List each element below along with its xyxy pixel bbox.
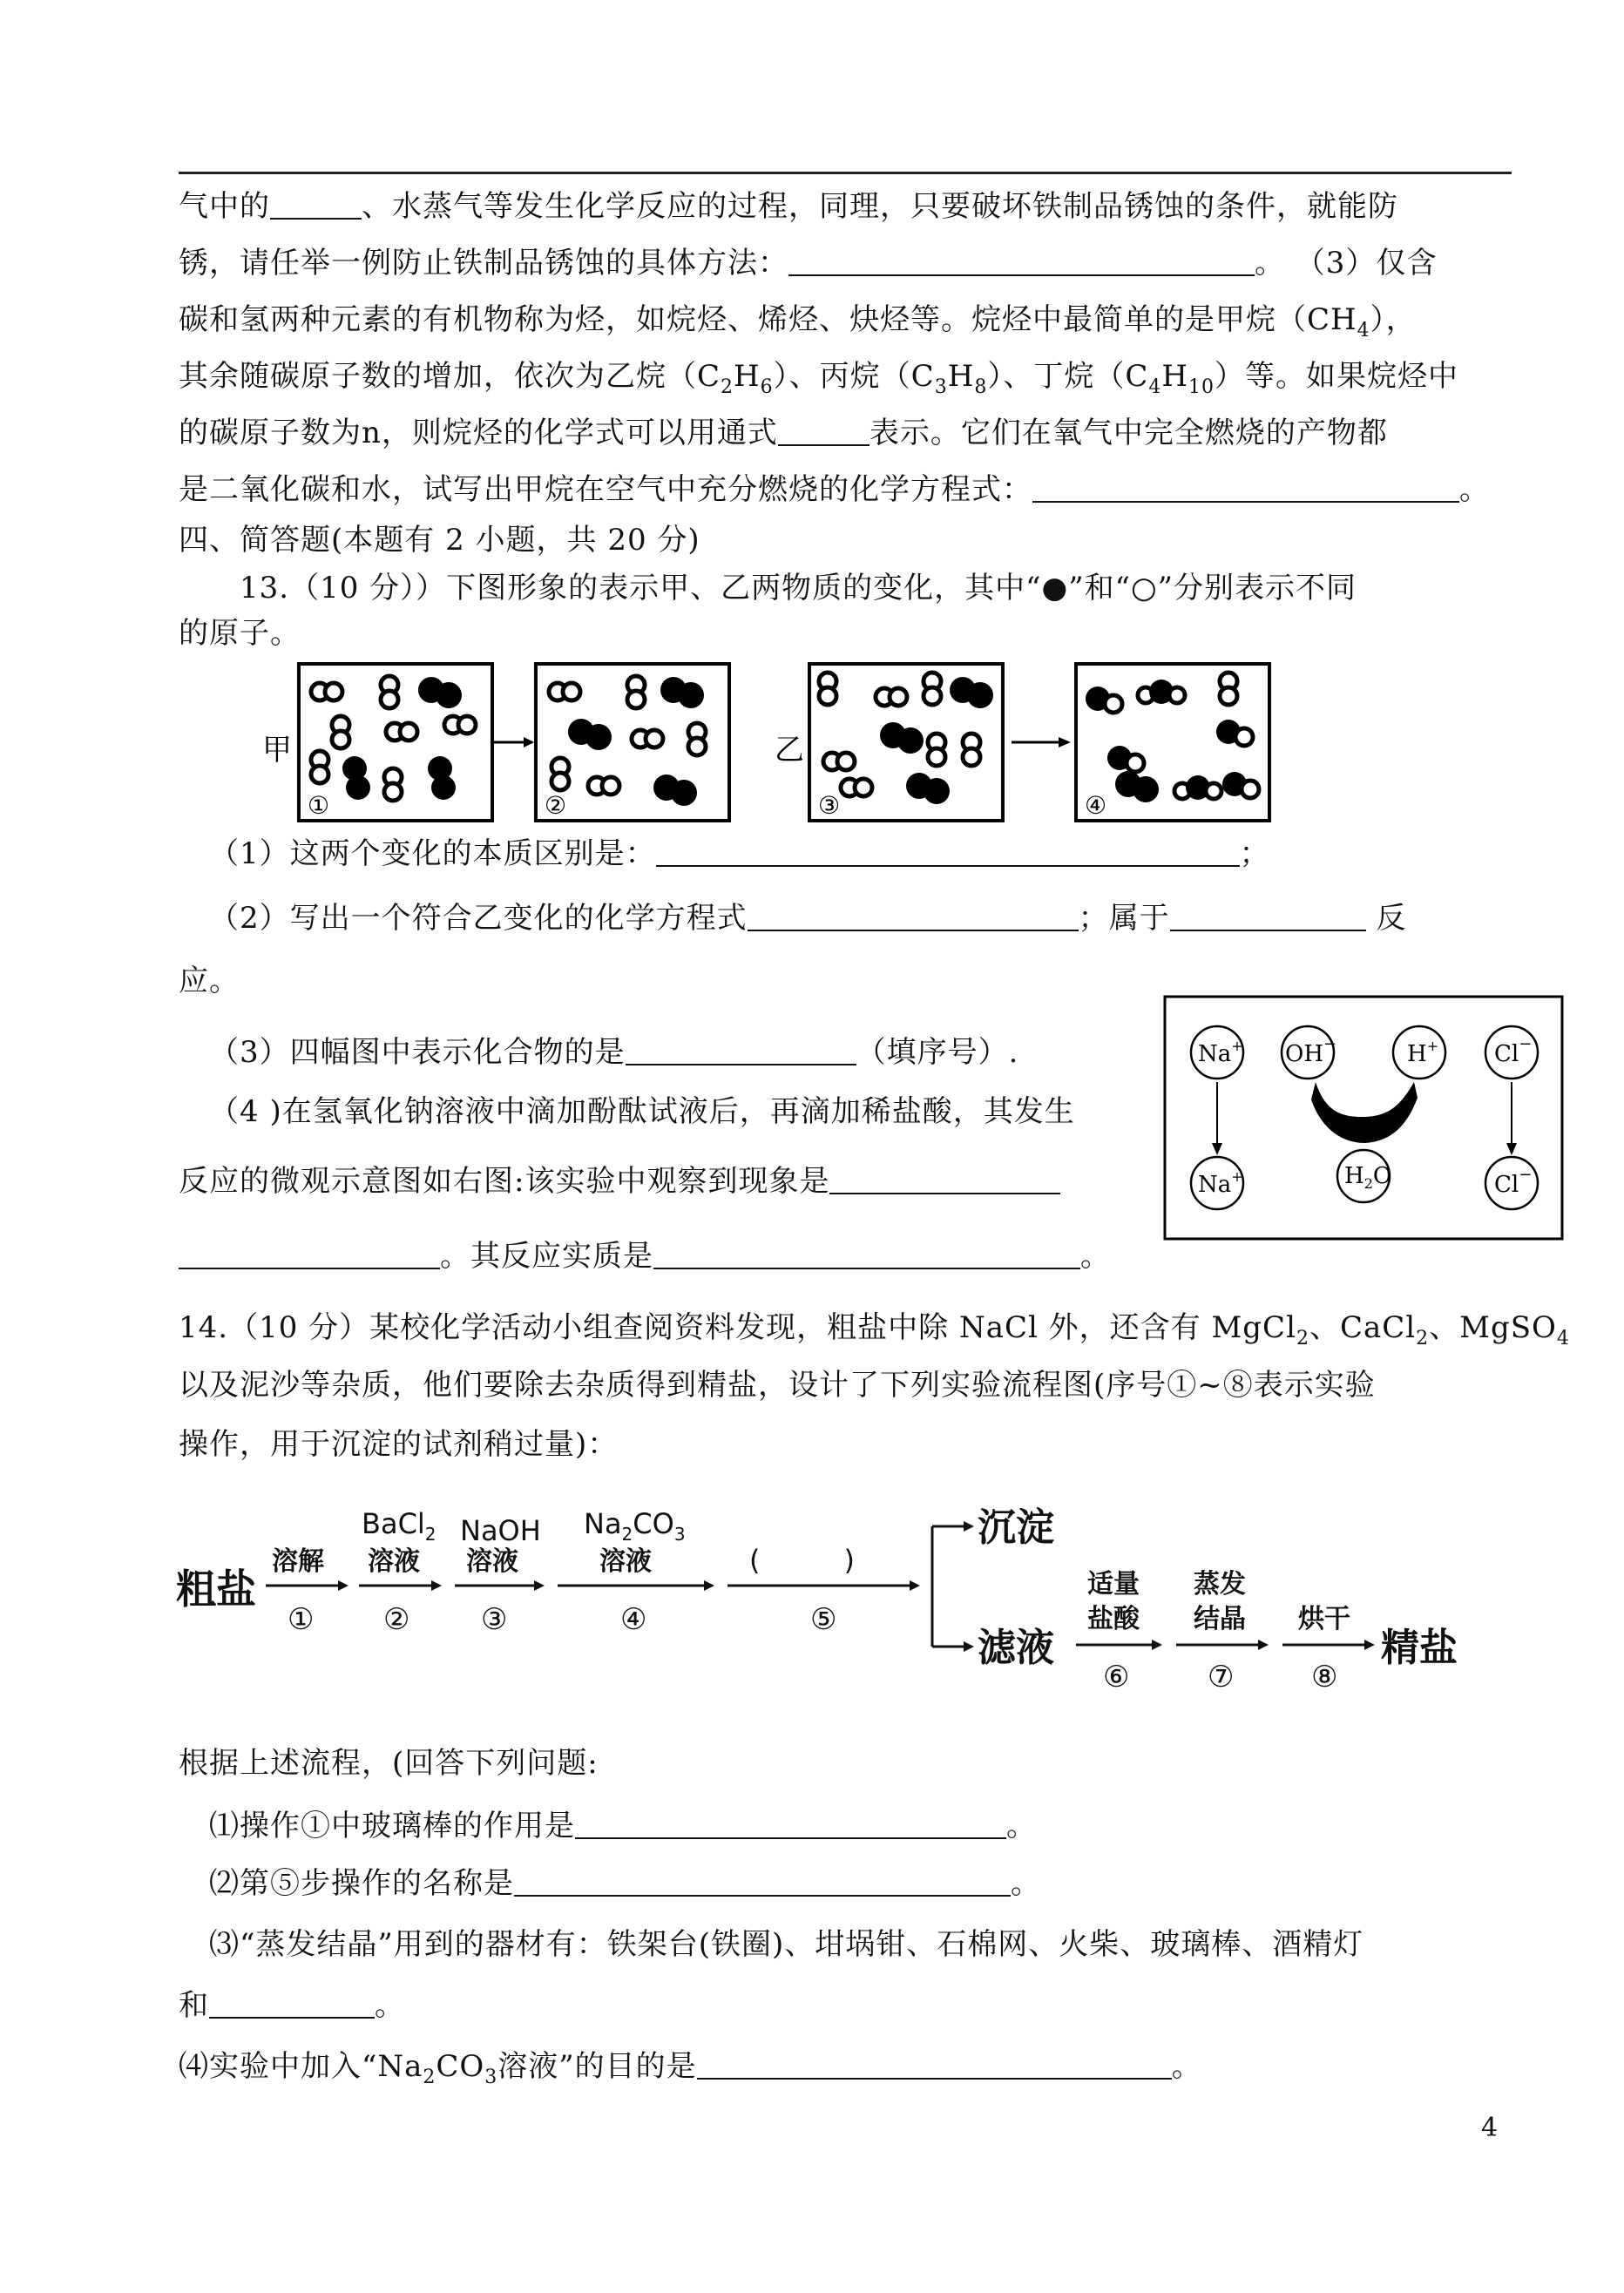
svg-text:③: ③: [818, 791, 841, 820]
answer-blank[interactable]: [697, 2050, 1172, 2080]
text-line: 和 。: [179, 1988, 405, 2023]
label-yi: 乙: [775, 733, 804, 768]
answer-blank[interactable]: [829, 1165, 1060, 1194]
svg-text:NaOH: NaOH: [460, 1514, 541, 1547]
svg-text:适量: 适量: [1087, 1569, 1140, 1600]
purification-flowchart: [174, 1490, 1499, 1716]
sub-question: （2）写出一个符合乙变化的化学方程式 ；属于 反: [209, 901, 1407, 936]
text-line: 气中的 、水蒸气等发生化学反应的过程，同理，只要破坏铁制品锈蚀的条件，就能防: [179, 189, 1398, 224]
svg-text:BaCl2: BaCl$_2$: [362, 1507, 436, 1545]
flow-start: 粗盐: [176, 1566, 256, 1613]
answer-blank[interactable]: [748, 902, 1079, 931]
svg-text:溶解: 溶解: [272, 1546, 324, 1577]
question-stem: 14.（10 分）某校化学活动小组查阅资料发现，粗盐中除 NaCl 外，还含有 MgCl$_2$、CaCl$_2$、MgSO$_4$: [179, 1310, 1570, 1349]
question-stem: 的原子。: [179, 616, 301, 651]
svg-text:结晶: 结晶: [1194, 1604, 1246, 1634]
page-number: 4: [1481, 2113, 1499, 2143]
svg-text:溶液: 溶液: [599, 1546, 652, 1577]
svg-text:Cl−: Cl−: [1494, 1166, 1533, 1198]
svg-text:Na+: Na+: [1198, 1038, 1243, 1067]
svg-text:①: ①: [308, 791, 330, 820]
svg-text:OH−: OH−: [1285, 1035, 1337, 1067]
svg-text:溶液: 溶液: [368, 1546, 420, 1577]
sub-question: ⑶“蒸发结晶”用到的器材有：铁架台(铁圈)、坩埚钳、石棉网、火柴、玻璃棒、酒精灯: [209, 1927, 1364, 1962]
svg-text:Na+: Na+: [1198, 1168, 1243, 1198]
text-line: 其余随碳原子数的增加，依次为乙烷$(C_2H_6)$、丙烷$(C_3H_8)$、丁烷$(C_4H_{10})$等。如果烷烃中: [179, 359, 1459, 398]
answer-blank[interactable]: [270, 190, 362, 220]
question-stem: 操作，用于沉淀的试剂稍过量)：: [179, 1427, 619, 1462]
sub-question: ⑷实验中加入“$Na_2CO_3$溶液”的目的是 。: [179, 2049, 1202, 2088]
sub-question: （1）这两个变化的本质区别是： ；: [209, 836, 1270, 871]
text-line: 的碳原子数为n，则烷烃的化学式可以用通式 表示。它们在氧气中完全燃烧的产物都: [179, 416, 1388, 450]
answer-blank[interactable]: [778, 416, 870, 446]
svg-text:Na2CO3: $Na_2CO_3$: [584, 1507, 686, 1545]
svg-text:②: ②: [545, 791, 567, 820]
answer-blank[interactable]: [626, 1036, 856, 1065]
answer-blank[interactable]: [1032, 473, 1459, 503]
svg-text:④: ④: [1085, 791, 1107, 820]
text-line: 根据上述流程，(回答下列问题:: [179, 1746, 599, 1781]
text-line: 是二氧化碳和水，试写出甲烷在空气中充分燃烧的化学方程式： 。: [179, 472, 1490, 507]
sub-question: ⑴操作①中玻璃棒的作用是 。: [209, 1809, 1037, 1843]
label-jia: 甲: [262, 733, 292, 768]
answer-blank[interactable]: [1170, 902, 1366, 931]
sub-question: 。其反应实质是 。: [179, 1237, 1111, 1275]
sub-question: （3）四幅图中表示化合物的是 （填序号）.: [209, 1035, 1019, 1070]
answer-blank[interactable]: [656, 837, 1240, 867]
molecule-figure: [257, 655, 1285, 829]
text-line: 碳和氢两种元素的有机物称为烃，如烷烃、烯烃、炔烃等。烷烃中最简单的是甲烷$(CH_4)$，: [179, 302, 1417, 342]
svg-text:溶液: 溶液: [466, 1546, 518, 1577]
text-line: 锈，请任举一例防止铁制品锈蚀的具体方法： 。 （3）仅含: [179, 246, 1438, 281]
section-heading: 四、简答题(本题有 2 小题，共 20 分): [179, 523, 700, 558]
question-stem: 以及泥沙等杂质，他们要除去杂质得到精盐，设计了下列实验流程图(序号①~⑧表示实验: [179, 1368, 1376, 1403]
svg-text:蒸发: 蒸发: [1194, 1569, 1246, 1600]
sub-question: ⑵第⑤步操作的名称是 。: [209, 1866, 1041, 1901]
svg-text:⑧: ⑧: [1311, 1660, 1338, 1694]
svg-text:H2O: $H_2O$: [1344, 1163, 1392, 1192]
header-rule: [179, 172, 1512, 174]
sub-question: （4 )在氢氧化钠溶液中滴加酚酞试液后，再滴加稀盐酸，其发生: [209, 1094, 1075, 1129]
answer-blank[interactable]: [653, 1240, 1080, 1269]
answer-blank[interactable]: [179, 1240, 440, 1269]
sub-question: 反应的微观示意图如右图:该实验中观察到现象是: [179, 1162, 1060, 1201]
svg-text:Cl−: Cl−: [1494, 1035, 1533, 1067]
text-line: 应。: [179, 964, 240, 998]
flow-filtrate: 滤液: [978, 1626, 1054, 1670]
svg-text:⑤: ⑤: [810, 1602, 837, 1637]
answer-blank[interactable]: [514, 1867, 1011, 1897]
question-stem: 13.（10 分））下图形象的表示甲、乙两物质的变化，其中“●”和“○”分别表示不同: [240, 571, 1357, 605]
svg-text:H+: H+: [1407, 1038, 1439, 1067]
answer-blank[interactable]: [575, 1809, 1006, 1839]
svg-text:③: ③: [481, 1602, 508, 1637]
svg-text:②: ②: [383, 1602, 410, 1637]
svg-text:( ): ( ): [749, 1544, 855, 1577]
svg-text:⑥: ⑥: [1103, 1660, 1130, 1694]
flow-end: 精盐: [1381, 1626, 1458, 1670]
svg-text:①: ①: [288, 1602, 315, 1637]
svg-text:④: ④: [620, 1602, 647, 1637]
svg-text:⑦: ⑦: [1208, 1660, 1235, 1694]
answer-blank[interactable]: [788, 247, 1255, 276]
ion-reaction-diagram: [1163, 995, 1564, 1241]
flow-precipitate: 沉淀: [978, 1505, 1054, 1550]
svg-text:盐酸: 盐酸: [1087, 1604, 1140, 1634]
svg-text:烘干: 烘干: [1298, 1604, 1350, 1634]
answer-blank[interactable]: [209, 1989, 375, 2019]
